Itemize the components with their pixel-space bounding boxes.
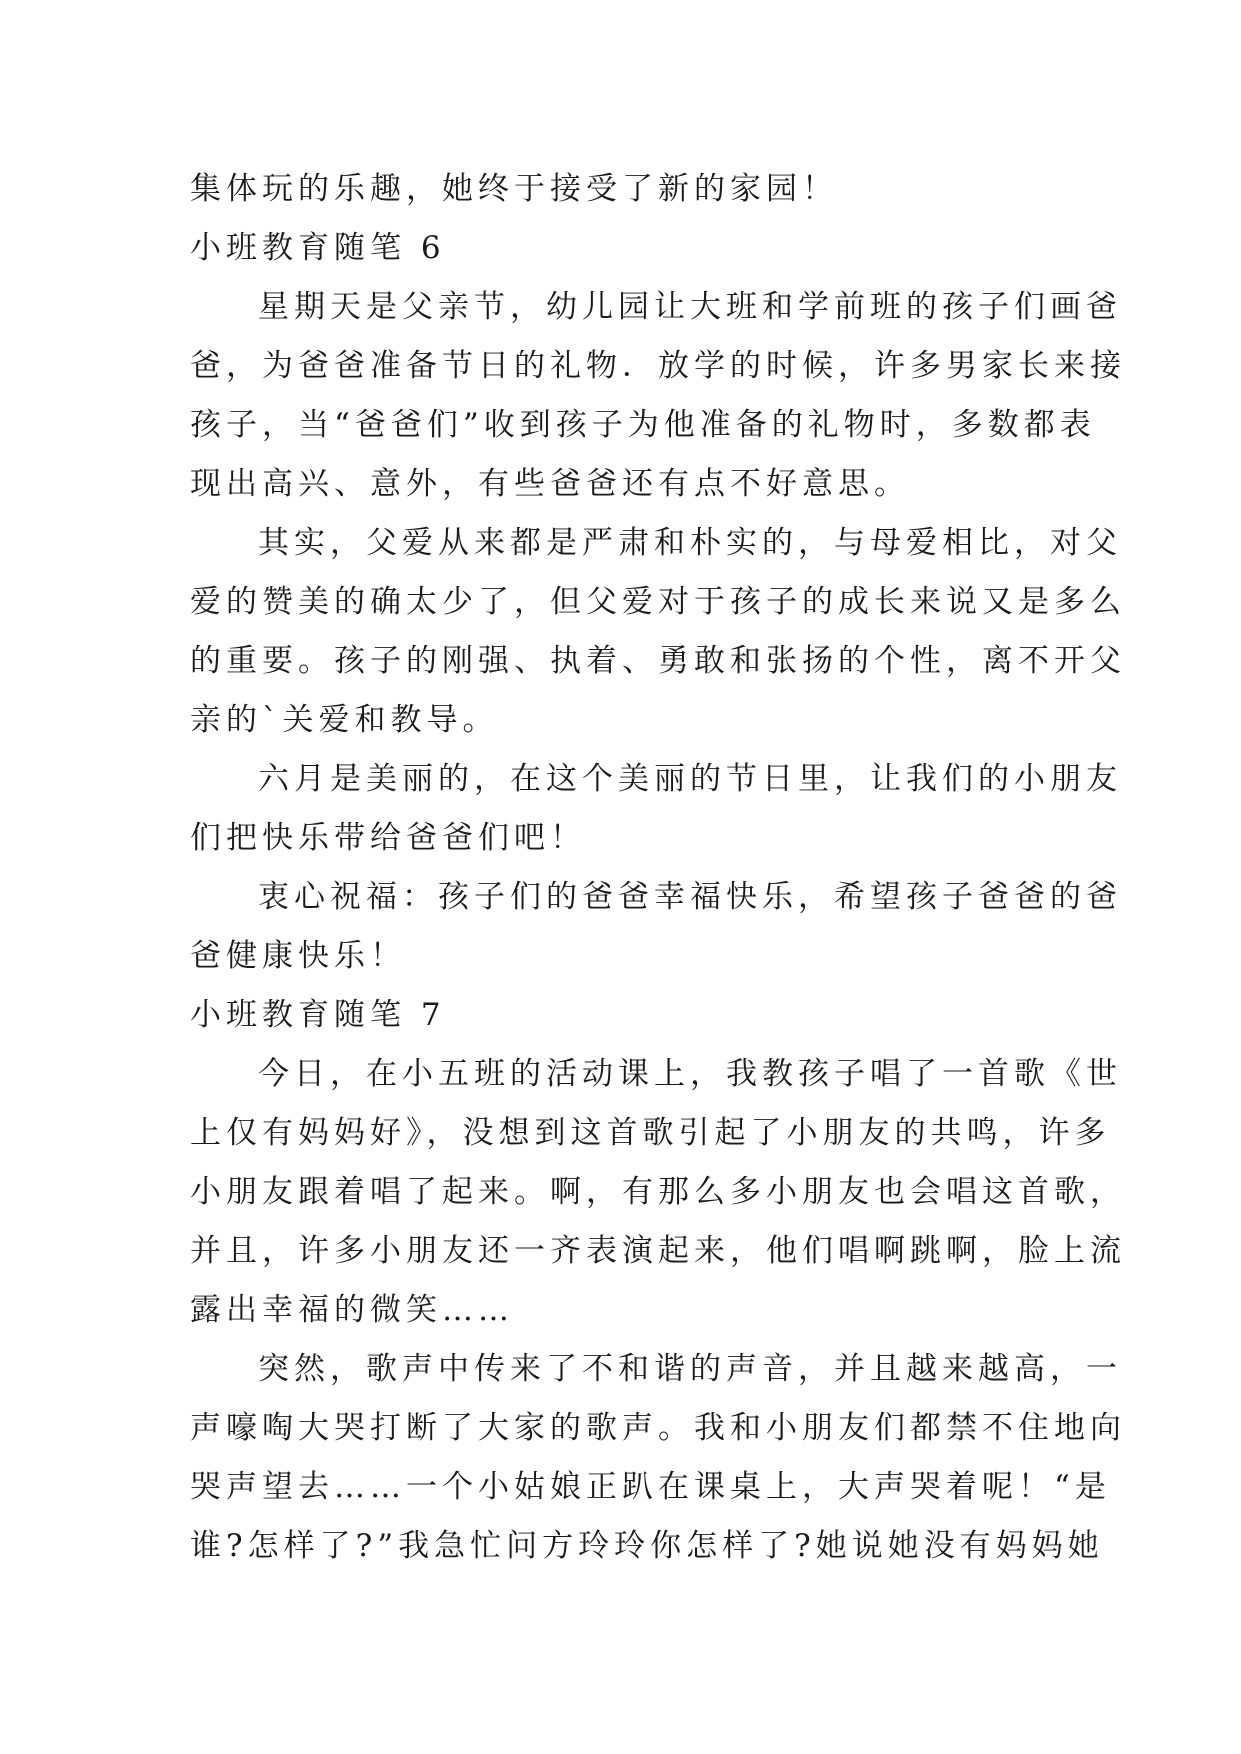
text-line: 小朋友跟着唱了起来。啊，有那么多小朋友也会唱这首歌， (190, 1174, 1126, 1210)
paragraph-start-line: 其实，父爱从来都是严肃和朴实的，与母爱相比，对父 (258, 525, 1122, 561)
text-line: 谁?怎样了?”我急忙问方玲玲你怎样了?她说她没有妈妈她 (190, 1528, 1104, 1564)
text-line: 们把快乐带给爸爸们吧！ (190, 820, 586, 856)
text-line: 并且，许多小朋友还一齐表演起来，他们唱啊跳啊，脸上流 (190, 1233, 1126, 1269)
text-line: 亲的`关爱和教导。 (190, 702, 499, 738)
text-line: 的重要。孩子的刚强、执着、勇敢和张扬的个性，离不开父 (190, 643, 1126, 679)
paragraph-start-line: 突然，歌声中传来了不和谐的声音，并且越来越高，一 (258, 1351, 1122, 1387)
text-line: 声嚎啕大哭打断了大家的歌声。我和小朋友们都禁不住地向 (190, 1410, 1126, 1446)
section-heading: 小班教育随笔 7 (190, 997, 446, 1033)
section-heading: 小班教育随笔 6 (190, 230, 446, 266)
text-line: 露出幸福的微笑…… (190, 1292, 514, 1328)
text-line: 现出高兴、意外，有些爸爸还有点不好意思。 (190, 466, 910, 502)
text-line: 爱的赞美的确太少了，但父爱对于孩子的成长来说又是多么 (190, 584, 1126, 620)
text-line: 爸，为爸爸准备节日的礼物．放学的时候，许多男家长来接 (190, 348, 1126, 384)
paragraph-start-line: 六月是美丽的，在这个美丽的节日里，让我们的小朋友 (258, 761, 1122, 797)
text-line: 上仅有妈妈好》，没想到这首歌引起了小朋友的共鸣，许多 (190, 1115, 1111, 1151)
paragraph-start-line: 衷心祝福：孩子们的爸爸幸福快乐，希望孩子爸爸的爸 (258, 879, 1122, 915)
document-page (190, 160, 1126, 1576)
paragraph-start-line: 星期天是父亲节，幼儿园让大班和学前班的孩子们画爸 (258, 289, 1122, 325)
text-line: 哭声望去……一个小姑娘正趴在课桌上，大声哭着呢！“是 (190, 1469, 1111, 1505)
paragraph-start-line: 今日，在小五班的活动课上，我教孩子唱了一首歌《世 (258, 1056, 1122, 1092)
text-line: 集体玩的乐趣，她终于接受了新的家园！ (190, 171, 838, 207)
text-line: 孩子，当“爸爸们”收到孩子为他准备的礼物时，多数都表 (190, 407, 1096, 443)
text-line: 爸健康快乐！ (190, 938, 406, 974)
